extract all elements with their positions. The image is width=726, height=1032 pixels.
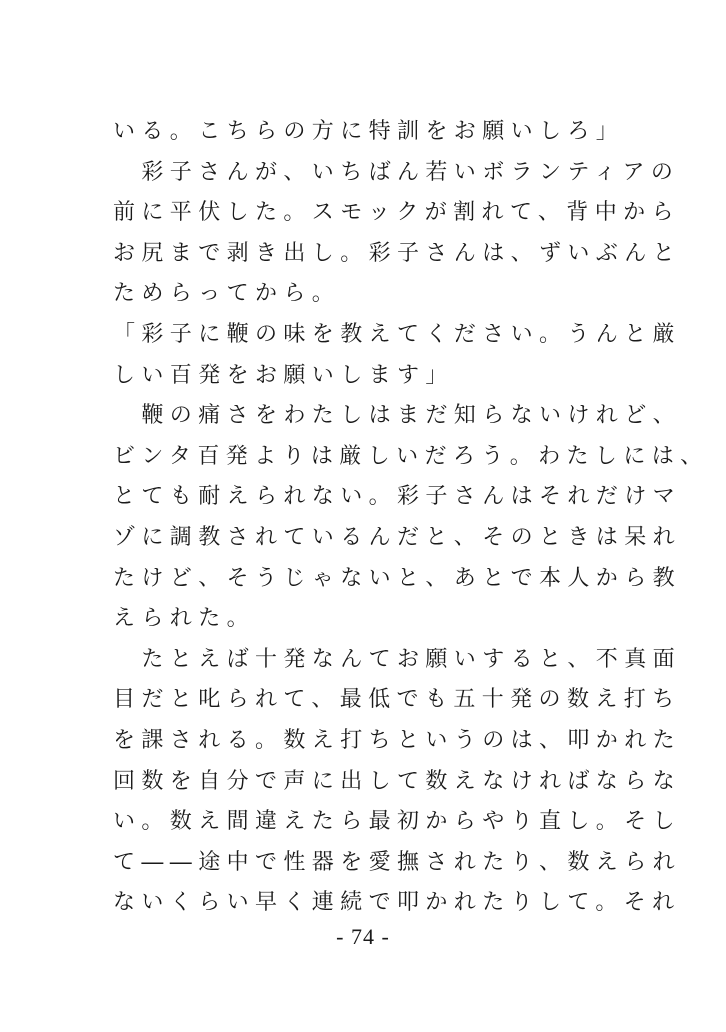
text-line: を課される。数え打ちというのは、叩かれた: [113, 727, 682, 753]
text-line: 鞭の痛さをわたしはまだ知らないけれど、: [113, 403, 682, 429]
text-line: ビンタ百発よりは厳しいだろう。わたしには、: [113, 443, 709, 469]
text-line: とても耐えられない。彩子さんはそれだけマ: [113, 484, 682, 510]
page-number: - 74 -: [336, 924, 390, 949]
text-line: ためらってから。: [113, 281, 341, 307]
text-line: 「彩子に鞭の味を教えてください。うんと厳: [113, 321, 682, 347]
text-line: たけど、そうじゃないと、あとで本人から教: [113, 565, 682, 591]
text-line: 彩子さんが、いちばん若いボランティアの: [113, 159, 680, 185]
text-line: て――途中で性器を愛撫されたり、数えられ: [113, 849, 682, 875]
text-line: 回数を自分で声に出して数えなければならな: [113, 768, 682, 794]
text-line: お尻まで剥き出し。彩子さんは、ずいぶんと: [113, 240, 682, 266]
text-line: いる。こちらの方に特訓をお願いしろ」: [113, 119, 625, 144]
text-line: たとえば十発なんてお願いすると、不真面: [113, 646, 682, 672]
text-line: しい百発をお願いします」: [113, 362, 454, 388]
body-text: [113, 112, 709, 924]
text-line: ないくらい早く連続で叩かれたりして。それ: [113, 890, 681, 916]
text-line: 前に平伏した。スモックが割れて、背中から: [113, 200, 680, 226]
text-line: 目だと叱られて、最低でも五十発の数え打ち: [113, 687, 681, 713]
text-line: い。数え間違えたら最初からやり直し。そし: [113, 809, 682, 835]
text-line: えられた。: [113, 606, 256, 632]
text-line: ゾに調教されているんだと、そのときは呆れ: [113, 524, 682, 550]
